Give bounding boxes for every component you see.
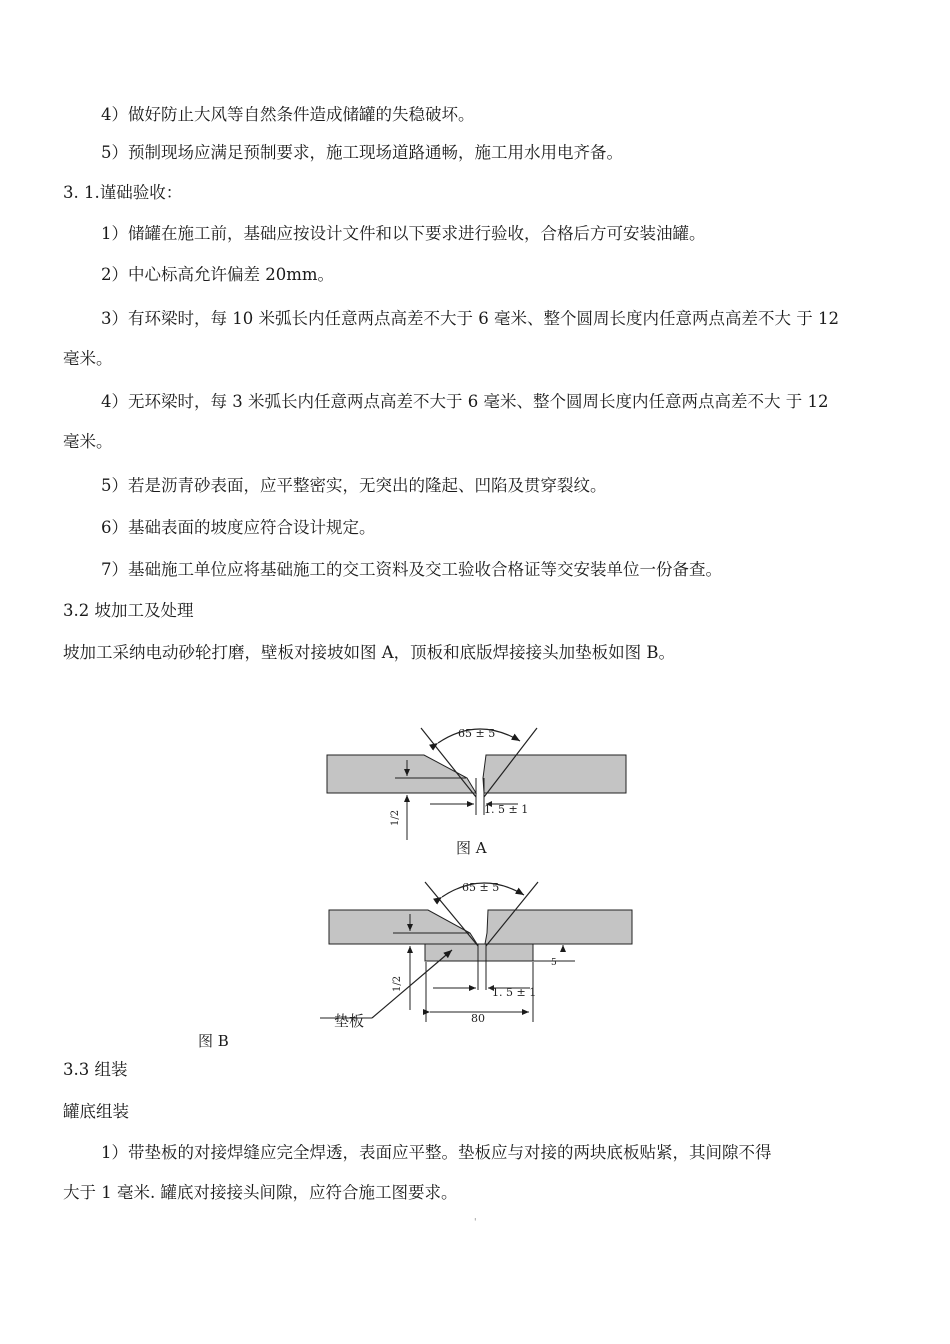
foundation-item-4-cont: 毫米。 <box>63 432 113 451</box>
figure-b-plate-left <box>329 910 477 944</box>
figure-a <box>327 727 626 840</box>
figure-a-plate-right <box>483 755 626 793</box>
foundation-item-3-cont: 毫米。 <box>63 349 113 368</box>
section-heading-3-1: 3. 1.谨础验收： <box>63 183 183 202</box>
foundation-item-5: 5）若是沥青砂表面，应平整密实，无突出的隆起、凹陷及贯穿裂纹。 <box>101 476 607 495</box>
foundation-item-6: 6）基础表面的坡度应符合设计规定。 <box>101 518 376 537</box>
figure-a-caption: 图 A <box>456 839 487 857</box>
figure-b-gap: 1. 5 ± 1 <box>492 986 537 999</box>
figure-a-angle: 65 ± 5 <box>458 727 496 740</box>
foundation-item-2: 2）中心标高允许偏差 20mm。 <box>101 265 335 284</box>
page-mark: ' <box>474 1218 477 1228</box>
list-item-5: 5）预制现场应满足预制要求，施工现场道路通畅，施工用水用电齐备。 <box>101 143 623 162</box>
figure-b-backing-width: 80 <box>471 1012 485 1025</box>
figure-a-gap: 1. 5 ± 1 <box>484 803 529 816</box>
assembly-item-1-cont: 大于 1 毫米. 罐底对接接头间隙，应符合施工图要求。 <box>63 1183 458 1202</box>
figure-a-side: 1/2 <box>390 809 401 826</box>
figure-b-backing-label: 垫板 <box>334 1012 365 1030</box>
section-heading-3-3: 3.3 组装 <box>63 1060 128 1079</box>
figure-b-plate-right <box>485 910 632 944</box>
figure-b <box>320 881 632 1030</box>
foundation-item-1: 1）储罐在施工前，基础应按设计文件和以下要求进行验收，合格后方可安装油罐。 <box>101 224 706 243</box>
subsection-tank-bottom: 罐底组装 <box>63 1102 129 1121</box>
foundation-item-7: 7）基础施工单位应将基础施工的交工资料及交工验收合格证等交安装单位一份备查。 <box>101 560 722 579</box>
figure-b-angle: 65 ± 5 <box>462 881 500 894</box>
section-heading-3-2: 3.2 坡加工及处理 <box>63 601 194 620</box>
figure-b-backing-thickness: 5 <box>551 958 557 968</box>
figure-a-plate-left <box>327 755 476 793</box>
list-item-4: 4）做好防止大风等自然条件造成储罐的失稳破坏。 <box>101 105 475 124</box>
figure-b-side: 1/2 <box>392 975 403 992</box>
foundation-item-4: 4）无环梁时，每 3 米弧长内任意两点高差不大于 6 毫米、整个圆周长度内任意两点高差不大 于 12 <box>101 392 829 411</box>
bevel-paragraph: 坡加工采纳电动砂轮打磨，壁板对接坡如图 A，顶板和底版焊接接头加垫板如图 B。 <box>63 643 676 662</box>
figure-b-caption: 图 B <box>198 1032 229 1050</box>
foundation-item-3: 3）有环梁时，每 10 米弧长内任意两点高差不大于 6 毫米、整个圆周长度内任意两点高差不大 于 12 <box>101 309 839 328</box>
assembly-item-1: 1）带垫板的对接焊缝应完全焊透，表面应平整。垫板应与对接的两块底板贴紧，其间隙不得 <box>101 1143 772 1162</box>
